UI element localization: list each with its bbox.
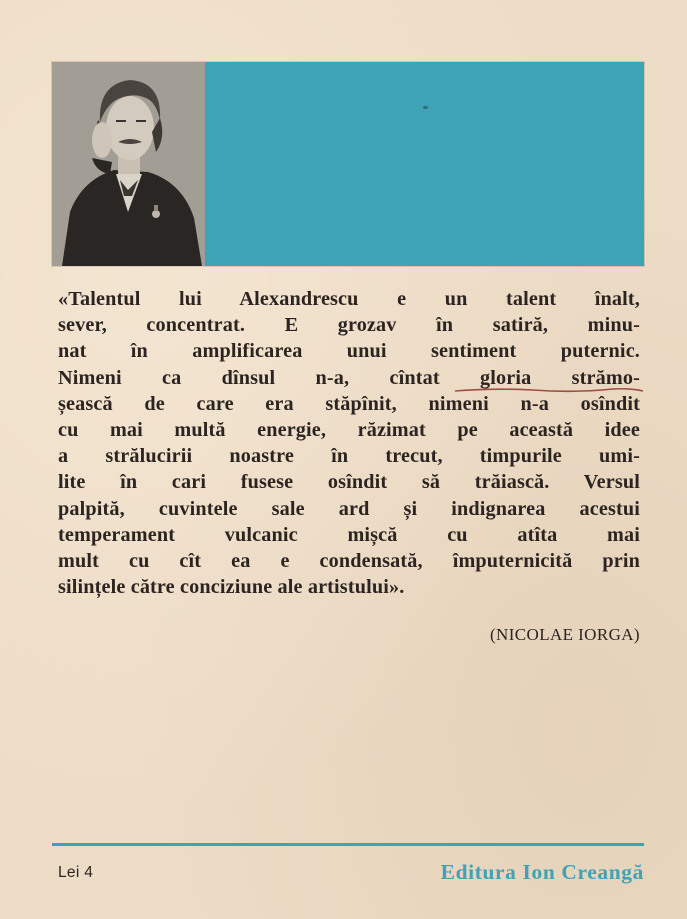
quote-author: (NICOLAE IORGA) [489,625,640,644]
quote-line: palpită, cuvintele sale ard și indignarea acestui [58,497,640,520]
quote-line: șească de care era stăpînit, nimeni n-a osîndit [58,392,640,415]
critic-quote [58,286,640,600]
quote-line: mult cu cît ea e condensată, împuternicită prin [58,550,640,573]
cover-banner [52,62,644,266]
handwritten-underline [453,385,645,395]
quote-line: Nimeni ca dînsul n-a, cîntat gloria strămo- [58,366,640,389]
quote-line: temperament vulcanic mișcă cu atîta mai [58,523,640,546]
teal-color-panel [205,62,644,266]
quote-line: silințele către conciziune ale artistului». [58,576,405,599]
quote-line: sever, concentrat. E grozav în satiră, minu- [58,314,640,337]
quote-line: nat în amplificarea unui sentiment puternic. [58,340,640,363]
quote-line: cu mai multă energie, răzimat pe această idee [58,419,640,442]
footer-divider [52,843,644,846]
quote-line: a strălucirii noastre în trecut, timpurile umi- [58,445,640,468]
quote-line: lite în cari fusese osîndit să trăiască. Versul [58,471,640,494]
price-label: Lei 4 [58,864,94,881]
quote-line: «Talentul lui Alexandrescu e un talent înalt, [58,288,640,310]
publisher-name: Editura Ion Creangă [440,860,644,884]
author-portrait-image [52,62,205,266]
print-speck [423,106,428,109]
